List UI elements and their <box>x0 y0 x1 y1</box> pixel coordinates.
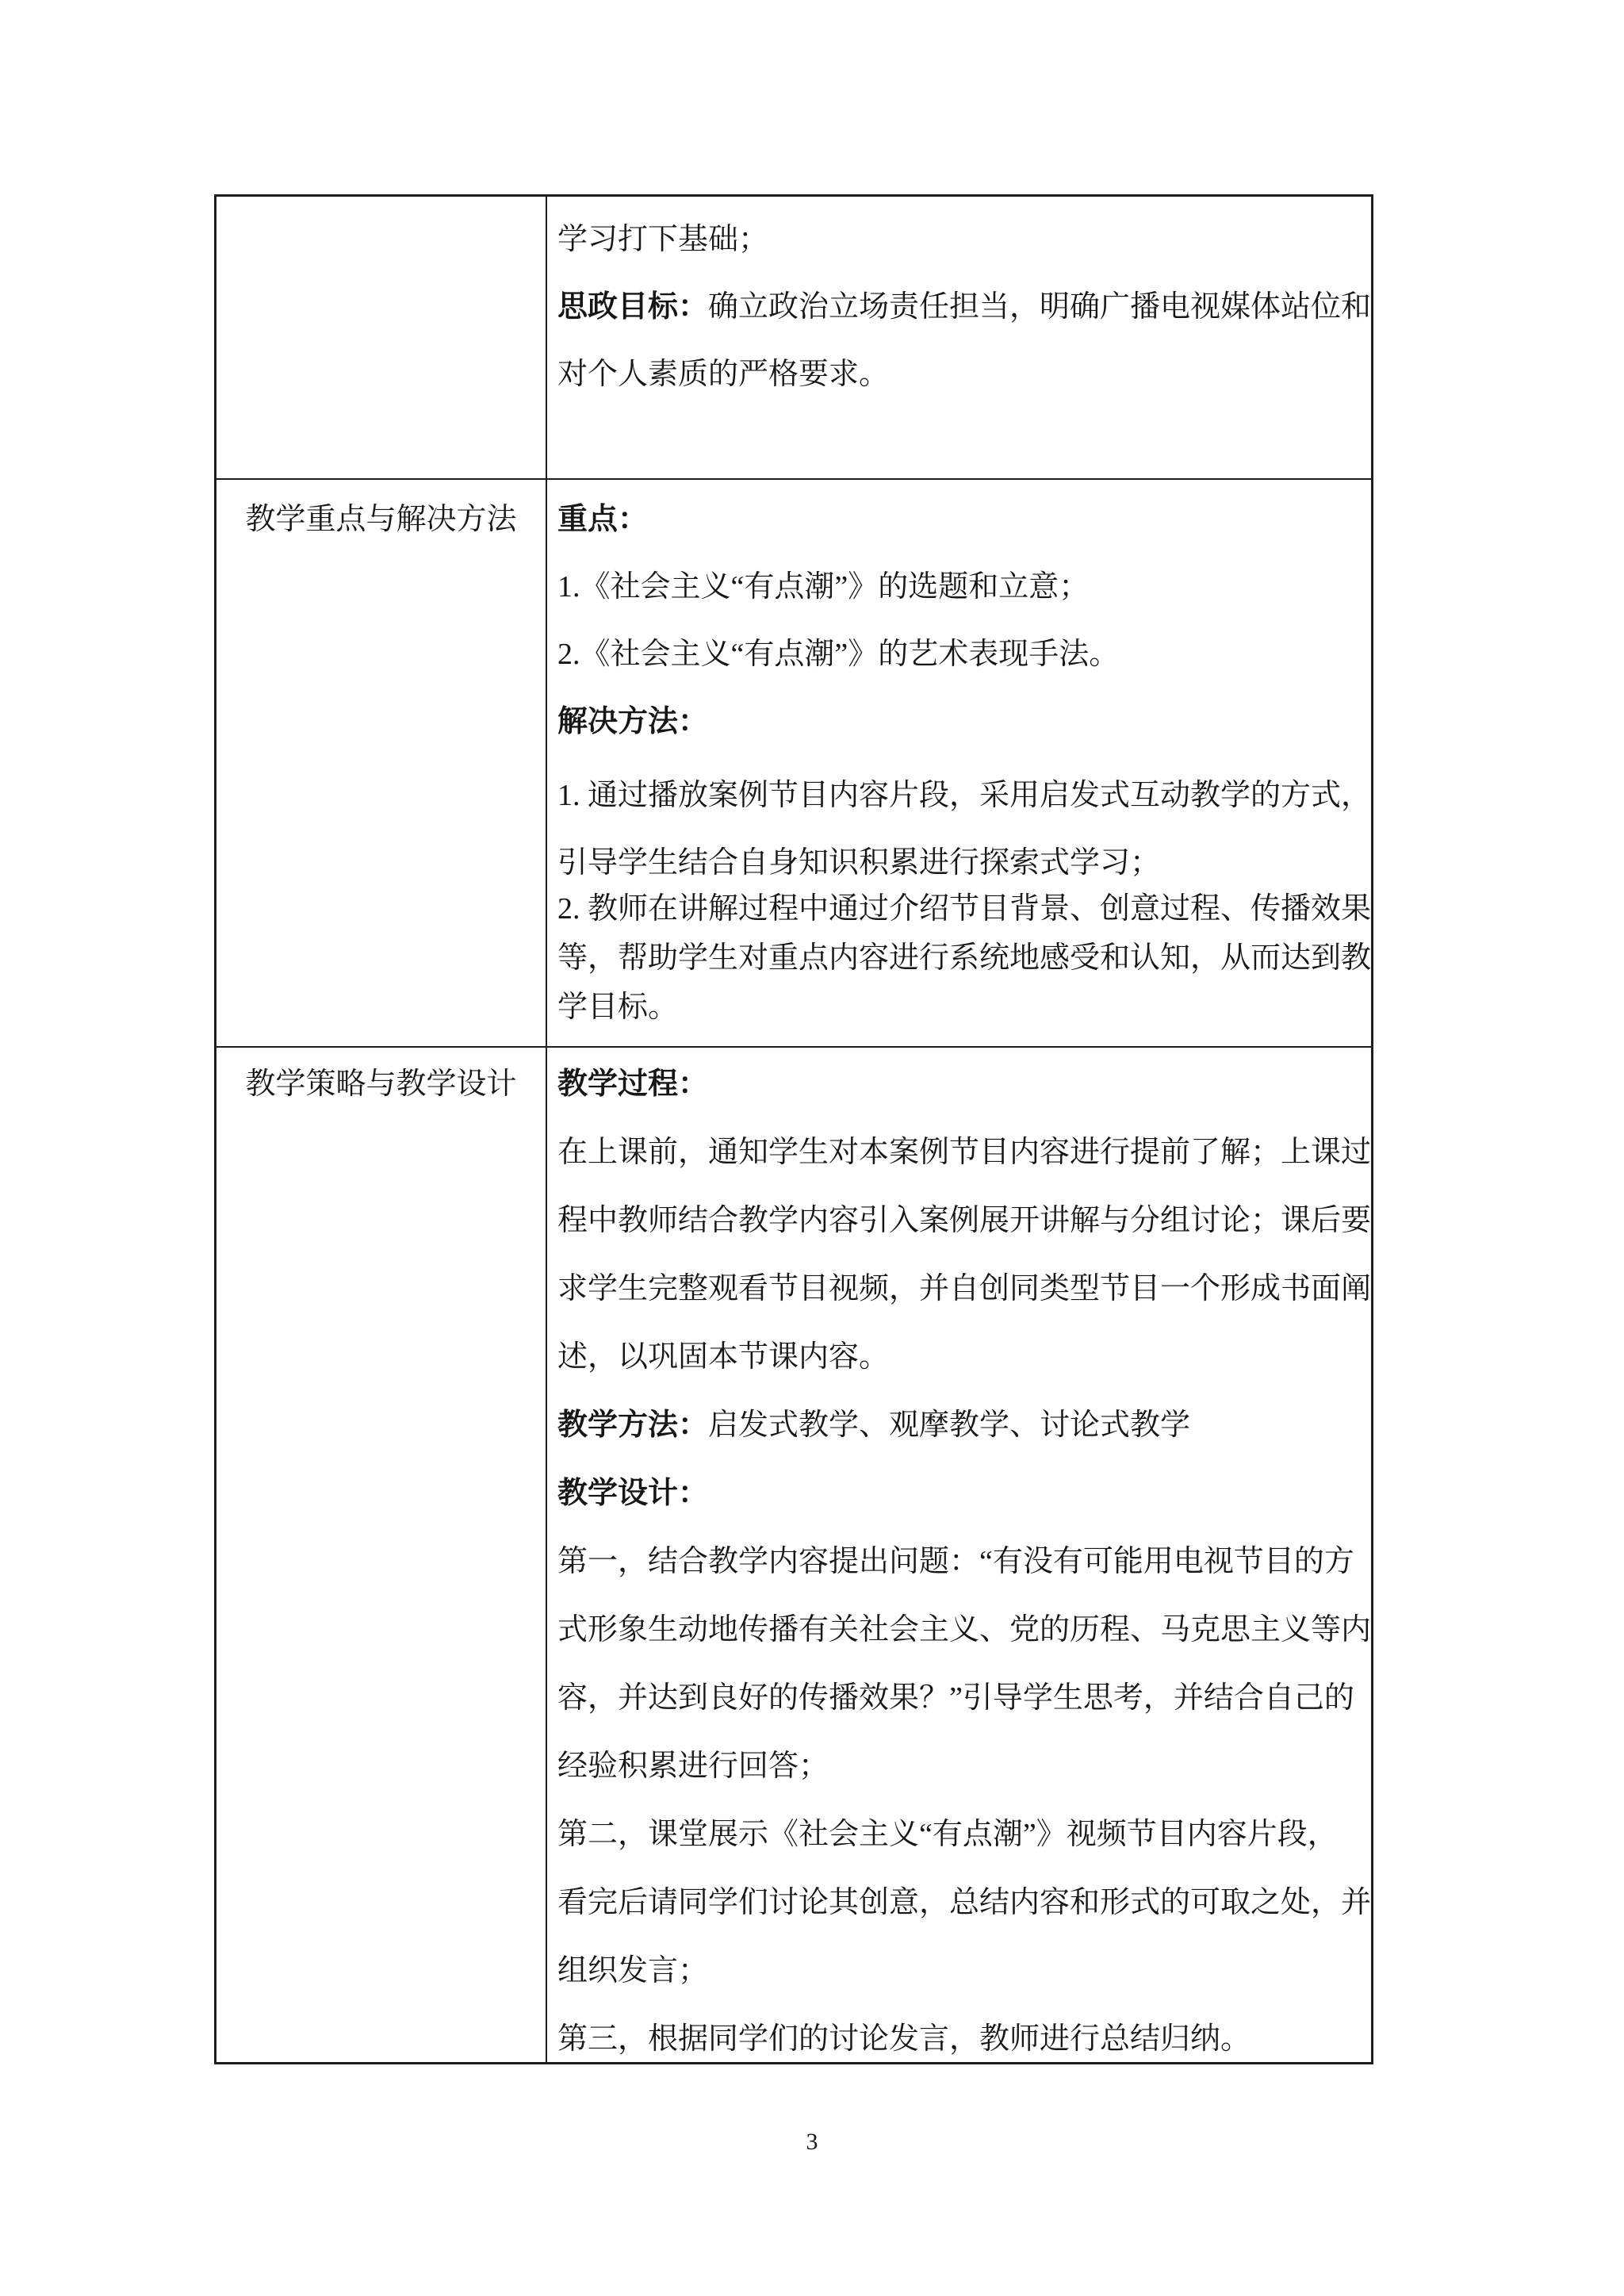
bold-run: 重点： <box>557 503 649 536</box>
text-run: 组织发言； <box>557 1954 709 1987</box>
bold-run: 教学方法： <box>557 1409 709 1442</box>
text-run: 确立政治立场责任担当，明确广播电视媒体站位和 <box>708 290 1371 324</box>
content-line <box>557 884 1371 933</box>
content-line <box>557 1596 1371 1664</box>
text-run: 式形象生动地传播有关社会主义、党的历程、马克思主义等内 <box>557 1613 1371 1646</box>
text-run: 学目标。 <box>557 991 679 1024</box>
content-line <box>557 274 1371 341</box>
bold-run: 思政目标： <box>557 290 709 324</box>
row-content-cell <box>547 1048 1371 2062</box>
text-run: 看完后请同学们讨论其创意，总结内容和形式的可取之处，并 <box>557 1886 1371 1919</box>
row-label: 教学策略与教学设计 <box>245 1068 517 1101</box>
text-run: 程中教师结合教学内容引入案例展开讲解与分组讨论；课后要 <box>557 1204 1371 1237</box>
text-run: 经验积累进行回答； <box>557 1750 829 1783</box>
content-line <box>557 1732 1365 1800</box>
text-run: 第二，课堂展示《社会主义“有点潮”》视频节目内容片段， <box>557 1818 1338 1851</box>
content-line <box>557 341 1365 408</box>
text-run: 2. 教师在讲解过程中通过介绍节目背景、创意过程、传播效果 <box>557 892 1371 926</box>
content-line <box>557 1459 1365 1527</box>
lesson-plan-table <box>214 194 1373 2064</box>
table-row <box>216 197 1371 480</box>
text-run: 1.《社会主义“有点潮”》的选题和立意； <box>557 570 1090 604</box>
content-line <box>557 1255 1371 1323</box>
text-run: 第三，根据同学们的讨论发言，教师进行总结归纳。 <box>557 2022 1251 2056</box>
bold-run: 教学过程： <box>557 1068 709 1101</box>
row-label-cell <box>216 1048 547 2062</box>
table-row <box>216 1048 1371 2062</box>
page-number: 3 <box>806 2129 818 2155</box>
text-run: 学习打下基础； <box>557 223 769 256</box>
text-run: 在上课前，通知学生对本案例节目内容进行提前了解；上课过 <box>557 1136 1371 1169</box>
row-label-cell <box>216 480 547 1046</box>
content-line <box>557 1323 1365 1391</box>
text-run: 启发式教学、观摩教学、讨论式教学 <box>708 1409 1191 1442</box>
paragraph-block <box>557 486 1365 756</box>
content-line <box>557 688 1365 756</box>
row-label: 教学重点与解决方法 <box>245 503 517 536</box>
text-run: 等，帮助学生对重点内容进行系统地感受和认知，从而达到教 <box>557 941 1371 975</box>
content-line <box>557 762 1371 830</box>
row-content-cell <box>547 480 1371 1046</box>
content-line <box>557 206 1365 274</box>
text-run: 第一，结合教学内容提出问题：“有没有可能用电视节目的方 <box>557 1545 1354 1578</box>
content-line <box>557 1050 1365 1118</box>
text-run: 容，并达到良好的传播效果？”引导学生思考，并结合自己的 <box>557 1681 1354 1715</box>
content-line <box>557 1527 1365 1596</box>
content-line <box>557 486 1365 554</box>
text-run: 引导学生结合自身知识积累进行探索式学习； <box>557 846 1161 880</box>
content-line <box>557 621 1365 688</box>
row-label-cell <box>216 197 547 478</box>
content-line <box>557 554 1365 621</box>
row-content-cell <box>547 197 1371 478</box>
bold-run: 解决方法： <box>557 705 709 738</box>
content-line <box>557 2005 1365 2062</box>
text-run: 2.《社会主义“有点潮”》的艺术表现手法。 <box>557 638 1120 671</box>
paragraph-block <box>557 1050 1371 2062</box>
text-run: 求学生完整观看节目视频，并自创同类型节目一个形成书面阐 <box>557 1272 1371 1305</box>
content-line <box>557 1937 1365 2005</box>
content-line <box>557 1118 1371 1186</box>
paragraph-block <box>557 762 1371 897</box>
paragraph-block <box>557 884 1371 1032</box>
content-line <box>557 1800 1365 1869</box>
content-line <box>557 1664 1365 1732</box>
bold-run: 教学设计： <box>557 1477 709 1510</box>
content-line <box>557 1869 1371 1937</box>
content-line <box>557 1186 1371 1255</box>
table-row <box>216 480 1371 1048</box>
text-run: 1. 通过播放案例节目内容片段，采用启发式互动教学的方式， <box>557 779 1371 812</box>
text-run: 述，以巩固本节课内容。 <box>557 1340 890 1374</box>
paragraph-block <box>557 206 1371 408</box>
text-run: 对个人素质的严格要求。 <box>557 358 890 391</box>
content-line <box>557 933 1371 983</box>
content-line <box>557 1391 1365 1459</box>
content-line <box>557 983 1365 1032</box>
